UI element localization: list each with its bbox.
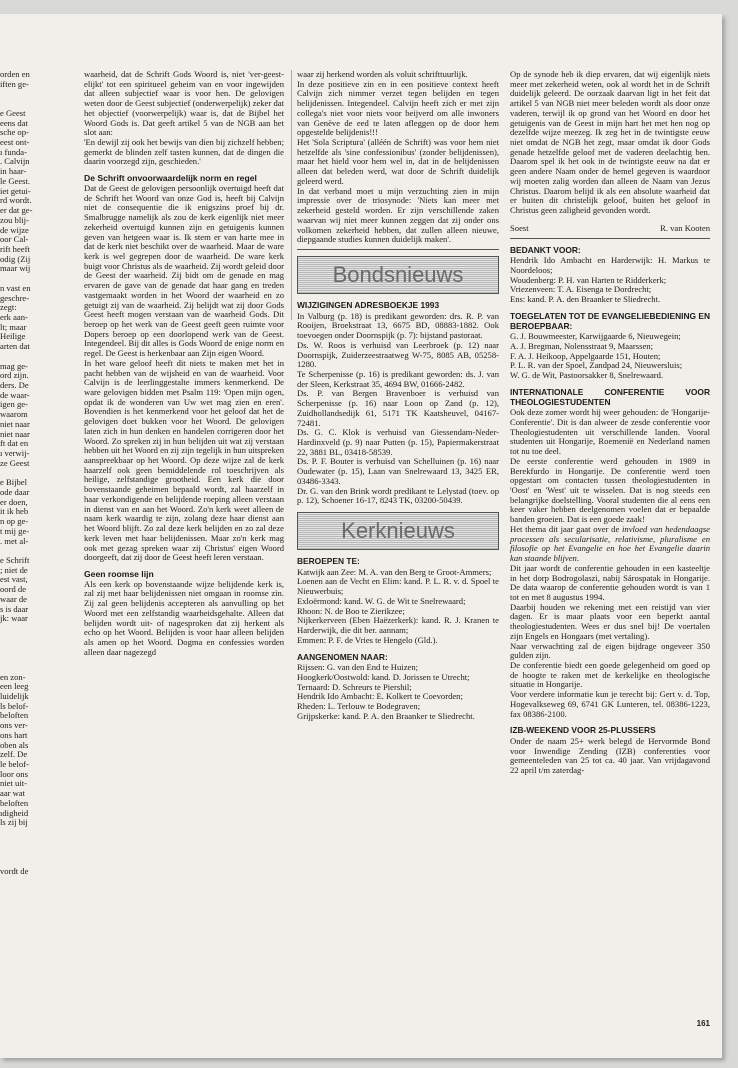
- paragraph: Onder de naam 25+ werk belegd de Hervormde Bond voor Inwendige Zending (IZB) conferenties voor gemeenteleden van 25 tot ca. 40 jaar. Van vrijdagavond 22 april t/m zaterdag-: [510, 736, 710, 776]
- cropped-line: oben als: [0, 739, 29, 750]
- cropped-line: . met al-: [0, 535, 29, 546]
- list-item: Ds. G. C. Klok is verhuisd van Giessendam-Neder-Hardinxveld (p. 9) naar Putten (p. 15), Papiermakerstraat 22, 3881 BL, 03418-58539.: [297, 427, 499, 457]
- list-item: Ternaard: D. Schreurs te Piershil;: [297, 681, 412, 692]
- cropped-line: eest ont-: [0, 137, 30, 148]
- section-heading: BEDANKT VOOR:: [510, 244, 581, 255]
- cropped-line: ls belof-: [0, 700, 29, 711]
- bondsnieuws-banner: [297, 256, 499, 294]
- cropped-line: ze Geest: [0, 457, 30, 468]
- accepted-list: [297, 663, 499, 721]
- cropped-line: odig (Zij: [0, 253, 31, 264]
- list-item: Woudenberg: P. H. van Harten te Ridderkerk;: [510, 274, 667, 285]
- list-item: Rheden: L. Terlouw te Bodegraven;: [297, 701, 421, 712]
- section-heading: Geen roomse lijn: [84, 568, 154, 579]
- signature-place: Soest: [510, 222, 529, 233]
- paragraph: [510, 525, 710, 564]
- cropped-line: ıdigheid: [0, 807, 29, 818]
- cropped-line: . Calvijn: [0, 156, 30, 167]
- cropped-line: een leeg: [0, 681, 29, 692]
- cropped-line: niet naar: [0, 428, 30, 439]
- cropped-line: de wijze: [0, 224, 29, 235]
- cropped-line: sche op-: [0, 127, 29, 138]
- section-heading: IZB-WEEKEND VOOR 25-PLUSSERS: [510, 725, 656, 736]
- cropped-line: [0, 653, 50, 663]
- cropped-line: t mij ge-: [0, 525, 30, 536]
- cropped-line: ft dat en: [0, 438, 29, 449]
- cropped-line: niet naar: [0, 418, 30, 429]
- cropped-line: arten dat: [0, 341, 30, 352]
- kerknieuws-banner: [297, 512, 499, 550]
- cropped-line: iften ge-: [0, 78, 29, 89]
- list-item: Hendrik Ido Ambacht: E. Kolkert te Coevorden;: [297, 691, 463, 702]
- list-item: Rijssen: G. van den End te Huizen;: [297, 662, 419, 673]
- banner-title: Kerknieuws: [341, 518, 455, 544]
- article-column-1: [84, 70, 284, 657]
- list-item: Vriezenveen: T. A. Eisenga te Dordrecht;: [510, 284, 652, 295]
- cropped-line: [0, 643, 50, 653]
- cropped-line: beloften: [0, 797, 29, 808]
- cropped-line: [0, 838, 50, 848]
- paragraph: waarheid, dat de Schrift Gods Woord is, niet 'ver-geest-elijkt' tot een spirituеel geheim van en voor ingewijden dat alleen subjectief waar is voor hen. De gelovigen weten door de Geest subjectief (onderwerpelijk) zeker dat het objectief (voorwerpelijk) waar is, dat de Bijbel het Woord Gods is. Dat geeft artikel 5 van de NGB aan het slot aan:: [84, 69, 284, 138]
- cropped-line: eens dat: [0, 117, 28, 128]
- paragraph: waar zij herkend worden als voluit schrifttuurlijk.: [297, 69, 468, 79]
- list-item: Loenen aan de Vecht en Elim: kand. P. L. R. v. d. Spoel te Nieuwerbuis;: [297, 576, 499, 597]
- cropped-line: loor ons: [0, 768, 28, 779]
- cropped-line: rift heeft: [0, 243, 30, 254]
- cropped-line: e Bijbel: [0, 477, 27, 488]
- paragraph: De eerste conferentie werd gehouden in 1989 in Berekfurdo in Hongarije. De conferentie werd toen opgestart om contacten tussen theologiestudenten in 'Oost' en 'West' uit te wisselen. Dat is nog steeds een belangrijke doelstelling. Vooral studenten die al eens een keer vaker hebben deelgenomen voelen dat er bepaalde banden groeien. Dat is een goede zaak!: [510, 455, 710, 525]
- paragraph: Op de synode heb ik diep ervaren, dat wij eigenlijk niets meer met zekerheid weten, ook al wordt het in de Schrift duidelijk geleerd. De oorzaak daarvan ligt in het feit dat artikel 5 van NGB niet meer beleden wordt als door onze vaderen, terwijl ik op grond van het Woord en door het getuigenis van de Geest in mijn hart het met hen nog op dezelfde wijze meezeg. Ik zeg het in de twintigste eeuw niet omdat de NGB het zegt, maar omdat ik door Gods genade hetzelfde geloof met de vaderen deelachtig ben. Daarom spel ik het ook in de twintigste eeuw na dat er geen andere Naam onder de hemel gegeven is waardoor wij moeten zalig worden dan alleen de Naam van Jezus Christus. Daarom belijd ik als een absolute waarheid dat er buiten dit christelijk geloof, buiten het geloof in Christus geen zaligheid gevonden wordt.: [510, 69, 710, 216]
- cropped-line: rd wordt.: [0, 195, 32, 206]
- cropped-line: it ik heb: [0, 506, 29, 517]
- list-item: Ds. P. F. Bouter is verhuisd van Schelluinen (p. 16) naar Oudewater (p. 15), Laan van Snelrewaard 13, 3425 ER, 03486-3343.: [297, 456, 499, 486]
- list-item: Nijkerkerveen (Eben Haëzerkerk): kand. R. J. Kranen te Harderwijk, die dit ber. aannam;: [297, 615, 499, 636]
- text-run: Het thema dit jaar gaat over de: [510, 523, 623, 534]
- cropped-line: [0, 848, 50, 858]
- signature-author: R. van Kooten: [660, 222, 710, 233]
- cropped-line: Heilige: [0, 331, 26, 342]
- list-item: Emmen: P. F. de Vries te Hengelo (Gld.).: [297, 634, 438, 645]
- cropped-line: niet uit-: [0, 778, 27, 789]
- called-list: [297, 568, 499, 646]
- list-item: W. G. de Wit, Pastoorsakker 8, Snelrewaard.: [510, 370, 664, 381]
- cropped-line: ode daar: [0, 486, 30, 497]
- paragraph: In het ware geloof heeft dit niets te maken met het in pacht hebben van de wijsheid en van de waarheid. Voor Calvijn is de leerlinggestalte immers kenmerkend. De ware gelovigen bidden met Psalm 119: 'Open mijn ogen, opdat ik de wonderen van Uw wet mag zien en eren'. Bovendien is het kenmerkend voor het geloof dat het de gelovigen doet bukken voor het Woord. De gelovigen laten zich in hun denken en handelen corrigeren door het Woord. Zo spreken zij in hun belijden uit wat zij verstaan hebben uit het Woord en zij zijn tegelijk in hun uitspreken aanspreekbaar op het Woord. Op deze wijze zal de kerk haarzelf ook geen bemiddelende rol toeschrijven als heilige, zelfstandige grootheid. Een kerk die door bovenstaande geheimen bepaald wordt, zal haarzelf in haar verkondigende en belijdende roeping alleen verstaan in dienst van en aan het Woord. Zo'n kerk weet alleen de naam kerk waardig te zijn, zolang deze haar dienst aan het Woord blijft. Zo zal deze kerk belijden en zo zal deze kerk leven met haar belijdenissen. Maar zo'n kerk mag ook met gezag spreken waar zij Christus' eigen Woord doorgeeft, dat zij door de Geest heeft leren verstaan.: [84, 357, 284, 563]
- divider: [510, 238, 710, 239]
- cropped-line: zelf. De: [0, 749, 28, 760]
- cropped-line: ı verwij-: [0, 448, 30, 459]
- cropped-line: ord zijn.: [0, 370, 29, 381]
- list-item: Grijpskerke: kand. P. A. den Braanker te Sliedrecht.: [297, 710, 475, 721]
- cropped-line: maar wij: [0, 263, 31, 274]
- paragraph: Naar verwachting zal de eigen bijdrage ongeveer 350 gulden zijn.: [510, 640, 710, 661]
- section-heading: TOEGELATEN TOT DE EVANGELIEBEDIENING EN BEROEPBAAR:: [510, 310, 710, 331]
- cropped-line: oord de: [0, 584, 27, 595]
- cropped-line: de waar-: [0, 389, 30, 400]
- list-item: Exloërmond: kand. W. G. de Wit te Snelrewaard;: [297, 595, 466, 606]
- column-divider: [291, 70, 292, 320]
- cropped-line: lt; maar: [0, 321, 27, 332]
- cropped-line: n vast en: [0, 282, 31, 293]
- section-heading: AANGENOMEN NAAR:: [297, 651, 388, 662]
- quote: 'En dewijl zij ook het bewijs van dien bij zichzelf hebben; gemerkt de blinden zelf tasten kunnen, dat de dingen die daarin voorzegd zijn, geschieden.': [84, 137, 284, 167]
- cropped-line: [0, 89, 50, 99]
- cropped-line: le belof-: [0, 759, 29, 770]
- list-item: Te Scherpenisse (p. 16) is predikant geworden: ds. J. van der Sleen, Kerkstraat 35, 4694 BW, 01666-2482.: [297, 368, 499, 389]
- list-item: P. L. R. van der Spoel, Zandpad 24, Nieuwersluis;: [510, 360, 683, 371]
- italic-text: invloed van hedendaagse processen als secularisatie, relativisme, pluralisme en filosofie op het Evangelie en hoe het Evangelie daarin kan staande blijven: [510, 523, 710, 564]
- section-heading: INTERNATIONALE CONFERENTIE VOOR THEOLOGIESTUDENTEN: [510, 386, 710, 407]
- list-item: Rhoon: N. de Boo te Zierikzee;: [297, 605, 405, 616]
- list-item: Hoogkerk/Oostwold: kand. D. Jorissen te Utrecht;: [297, 671, 470, 682]
- cropped-line: e Schrift: [0, 554, 30, 565]
- list-item: A. J. Bregman, Nolensstraat 9, Maarssen;: [510, 340, 653, 351]
- list-item: Katwijk aan Zee: M. A. van den Berg te Groot-Ammers;: [297, 566, 492, 577]
- cropped-line: oor Cal-: [0, 234, 29, 245]
- cropped-line: zegt:: [0, 302, 17, 313]
- paragraph: Ook deze zomer wordt hij weer gehouden: de 'Hongarije-Conferentie'. Dit is dan alweer de zesde conferentie voor Theologiestudenten uit verschillende landen. Vooral studenten uit Hongarije, Roemenië en Nederland namen tot nu toe deel.: [510, 407, 710, 457]
- cropped-line: ı funda-: [0, 146, 27, 157]
- cropped-line: beloften: [0, 710, 29, 721]
- cropped-line: ders. De: [0, 380, 29, 390]
- text-run: .: [576, 553, 579, 564]
- signature: [510, 224, 710, 234]
- cropped-line: erk aan-: [0, 311, 28, 322]
- article-column-3: [510, 70, 710, 776]
- cropped-line: ; niet de: [0, 564, 28, 575]
- paragraph: Daarbij houden we rekening met een reistijd van vier dagen. Er is maar plaats voor een beperkt aantal theologiestudenten. Wees er dus snel bij! De voertalen zijn Engels en Hongaars (met vertaling).: [510, 601, 710, 641]
- cropped-line: est vast,: [0, 574, 28, 585]
- journal-page: [0, 14, 722, 1058]
- section-heading: BEROEPEN TE:: [297, 556, 360, 567]
- cropped-line: ons hart: [0, 729, 28, 740]
- paragraph: In deze positieve zin en in een positieve context heeft Calvijn zich nimmer verzet tegen belijden en tegen belijdenissen. Integendeel. Calvijn heeft zich er met zijn collega's niet voor niets voor beijverd om alle inwoners van Genève de eed te laten afleggen op de door hem opgestelde belijdenis!!!: [297, 78, 499, 138]
- divider: [297, 249, 499, 250]
- section-heading: WIJZIGINGEN ADRESBOEKJE 1993: [297, 299, 440, 310]
- cropped-line: s is daar: [0, 603, 29, 614]
- cropped-line: er dat ge-: [0, 205, 33, 216]
- list-item: Ds. W. Roos is verhuisd van Leerbroek (p. 12) naar Doornspijk, Zuiderzeestraatweg W-75, 8085 AB, 05258-1280.: [297, 339, 499, 370]
- cropped-line: waar de: [0, 593, 27, 604]
- list-item: Hendrik Ido Ambacht en Harderwijk: H. Markus te Noordeloos;: [510, 255, 710, 275]
- page-number: 161: [696, 1019, 710, 1028]
- paragraph: Als een kerk op bovenstaande wijze belijdende kerk is, zal zij met haar belijdenissen niet omgaan in roomse zin. Zij zal geen belijdenis accepteren als aanvulling op het Woord met een zelfstandig waarheidsgehalte. Alleen dat belijden wordt uit- of nagesproken dat zij herkent als echo op het Woord. Belijden is voor haar alleen belijden als amen op het Woord. Dogma en confessies worden alleen daar nagezegd: [84, 578, 284, 657]
- article-column-2: [297, 70, 499, 722]
- cropped-line: e Geest: [0, 107, 26, 118]
- cropped-line: aar wat: [0, 788, 26, 799]
- banner-title: Bondsnieuws: [332, 262, 464, 288]
- cropped-line: en zon-: [0, 671, 26, 682]
- cropped-line: ls zij bij: [0, 817, 28, 828]
- cropped-line: zou blij-: [0, 214, 29, 225]
- paragraph: Voor verdere informatie kun je terecht bij: Gert v. d. Top, Hogevalkseweg 69, 6741 GK Lunteren, tel. 08386-1223, fax 08386-2100.: [510, 689, 710, 719]
- cropped-line: vordt de: [0, 865, 29, 876]
- paragraph: Dit jaar wordt de conferentie gehouden in een kasteeltje in het dorp Bodrogolaszi, nabij Sárospatak in Hongarije. De data waarop de conferentie gehouden wordt is van 1 tot en met 8 augustus 1994.: [510, 562, 710, 602]
- address-changes-list: [297, 312, 499, 506]
- paragraph: Het 'Sola Scriptura' (alléén de Schrift) was voor hem niet hetzelfde als 'sine confessionibus' (zonder belijdenissen), maar het hield voor hem wel in, dat in de belijdenissen alleen dat beleden werd, wat door de Schrift duidelijk geleerd werd.: [297, 137, 499, 186]
- cropped-line: iet getui-: [0, 185, 31, 196]
- cropped-line: er doen,: [0, 496, 28, 507]
- cropped-line: orden en: [0, 70, 30, 79]
- paragraph: De conferentie biedt een goede gelegenheid om goed op de hoogte te raken met de kerkelijke en theologische situatie in Hongarije.: [510, 659, 710, 690]
- cropped-line: geschre-: [0, 292, 30, 303]
- list-item: Ens: kand. P. A. den Braanker te Sliedrecht.: [510, 294, 661, 305]
- cropped-line: [0, 634, 50, 644]
- paragraph: Dat de Geest de gelovigen persoonlijk overtuigd heeft dat de Schrift het Woord van onze God is, heeft bij Calvijn niet de consequentie die ik enigszins proef bij dr. Smalbrugge namelijk als zou de kerk eigenlijk niet meer zekerheid overtuigd kunnen zijn en getuigenis kunnen geven van hetgeen waar is. Ik stem er van harte mee in dat de kerk niet beschikt over de waarheid. Maar de ware kerk is wel gegrepen door de waarheid. De ware kerk buigt voor Christus als de waarheid. Zij wordt geleid door de Geest der waarheid. Zij bidt om de genade en mag ervaren de gave van de genade dat haar gang en treden vastgemaakt worden in het Woord der waarheid en zo getuigt zij van de waarheid. Zij belijdt wat zij door Gods Geest heeft mogen verstaan van de waarheid Gods. Dit beroep op het werk van de Geest geeft geen ruimte voor Dopers beroep op een doorlopend werk van de Geest. Integendeel. Bij dit alles is Gods Woord de enige norm en regel. De Geest is herkenbaar aan Zijn eigen Woord.: [84, 182, 284, 359]
- cropped-line: [0, 828, 50, 838]
- cropped-left-column: [0, 70, 50, 877]
- list-item: F. A. J. Heikoop, Appelgaarde 151, Houten;: [510, 350, 661, 361]
- admitted-list: [510, 332, 710, 381]
- cropped-line: in haar-: [0, 166, 27, 177]
- list-item: Ds. P. van Bergen Bravenboer is verhuisd van Scherpenisse (p. 16) naar Loon op Zand (p. 12), Zuidhollandsedijk 61, 5171 TK Kaatsheuvel, 04167-72481.: [297, 388, 499, 428]
- cropped-line: igen ge-: [0, 399, 28, 410]
- declined-list: [510, 256, 710, 305]
- cropped-line: waarom: [0, 409, 28, 420]
- cropped-line: n op ge-: [0, 516, 29, 527]
- cropped-line: jk: waar: [0, 613, 28, 624]
- cropped-line: le Geest.: [0, 175, 31, 186]
- list-item: In Valburg (p. 18) is predikant geworden: drs. R. P. van Rooijen, Broekstraat 13, 6675 BD, 08883-1882. Ook toevoegen onder Doornspijk (p. 7): bijstand pastoraat.: [297, 310, 499, 341]
- cropped-line: ons ver-: [0, 720, 28, 731]
- section-heading: De Schrift onvoorwaardelijk norm en regel: [84, 173, 257, 184]
- list-item: Dr. G. van den Brink wordt predikant te Lelystad (toev. op p. 12), Schoener 16-17, 8243 TK, 03200-50439.: [297, 485, 499, 506]
- cropped-line: [0, 624, 50, 634]
- cropped-line: mag ge-: [0, 360, 28, 371]
- list-item: G. J. Bouwmeester, Karwijgaarde 6, Nieuwegein;: [510, 331, 681, 342]
- paragraph: In dat verband moet u mijn verzuchting zien in mijn impressie over de triosynode: 'Niets kan meer met zekerheid gesteld worden. Er zijn verschillende zaken waarvan wij niet meer kunnen zeggen dat zij onder ons volkomen zekerheid hebben, dat zullen alleen nieuwe, diepgaande studies kunnen duidelijk maken'.: [297, 185, 499, 245]
- cropped-line: luidelijk: [0, 691, 29, 701]
